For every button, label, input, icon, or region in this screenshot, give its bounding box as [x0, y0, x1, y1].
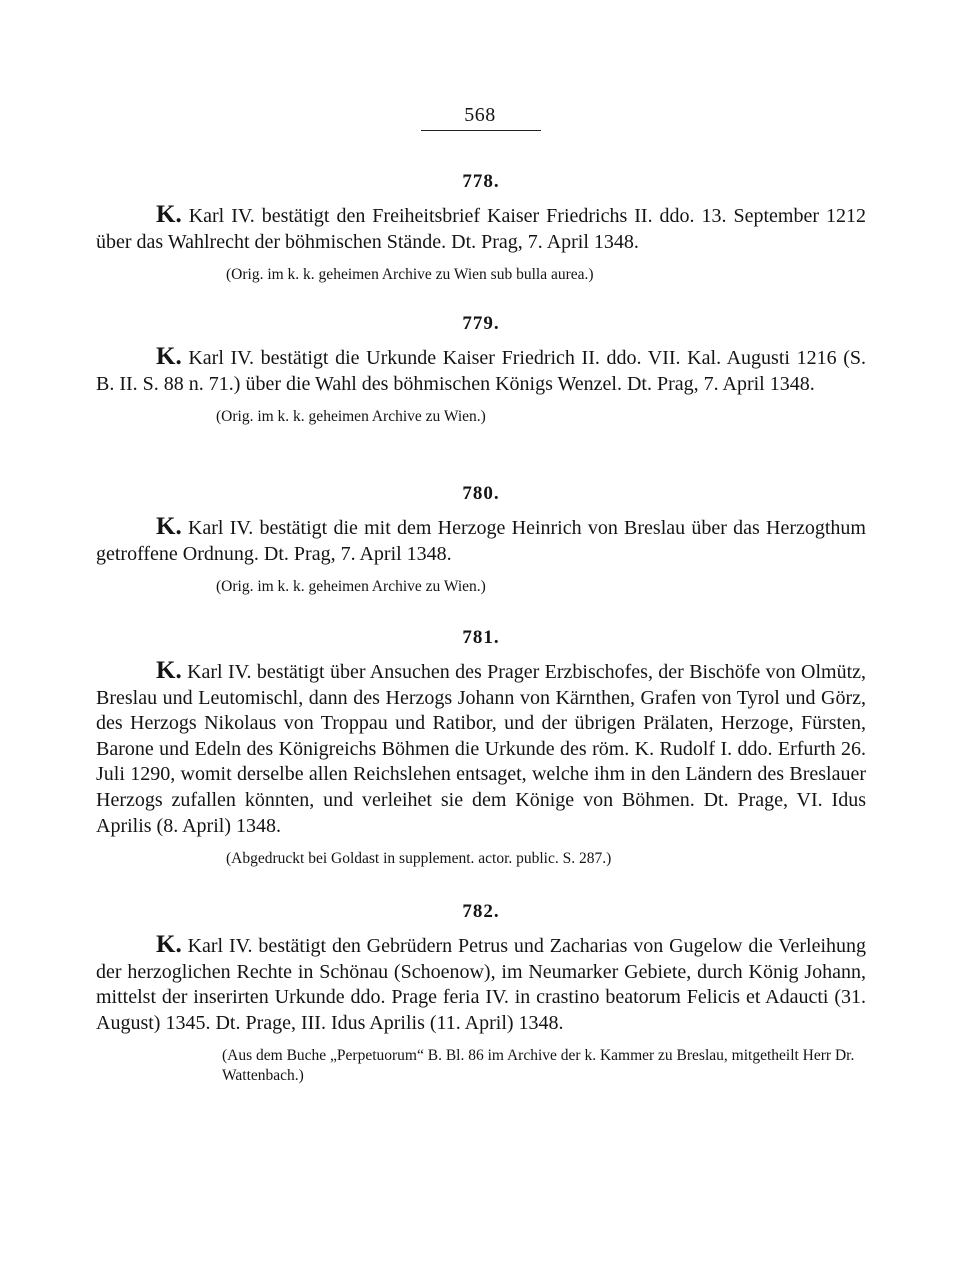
entry-initial: K. [156, 513, 182, 540]
entry-text [96, 931, 867, 1036]
page-number: 568 [464, 104, 496, 126]
entry-text [96, 343, 866, 397]
entry-number: 778. [462, 171, 500, 192]
entry-number: 782. [462, 901, 500, 922]
entry-780 [96, 480, 866, 597]
entry-body-text: Karl IV. bestätigt über Ansuchen des Prager Erzbischofes, der Bischöfe von Olmütz, Breslau und Leutomischl, dann des Herzogs Johann von Kärnthen, Grafen von Tyrol und Görz, des Herzogs Nikolaus von Troppau und Ratibor, und der übrigen Prälaten, Herzoge, Fürsten, Barone und Edeln des Königreichs Böhmen die Urkunde des röm. K. Rudolf I. ddo. Erfurth 26. Juli 1290, womit derselbe allen Reichslehen entsaget, welche ihm in den Ländern des Breslauer Herzogs zufallen könnten, und verleihet sie dem Könige von Böhmen. Dt. Prage, VI. Idus Aprilis (8. April) 1348. [96, 661, 866, 837]
entry-body-text: Karl IV. bestätigt die mit dem Herzoge Heinrich von Breslau über das Herzogthum getroffene Ordnung. Dt. Prag, 7. April 1348. [96, 517, 866, 565]
page-number-rule [421, 130, 541, 131]
entry-note: (Abgedruckt bei Goldast in supplement. actor. public. S. 287.) [226, 850, 612, 868]
entry-note: (Orig. im k. k. geheimen Archive zu Wien.) [216, 578, 486, 596]
entry-782 [96, 898, 866, 1086]
entry-note: (Orig. im k. k. geheimen Archive zu Wien sub bulla aurea.) [226, 266, 594, 284]
entry-body-text: Karl IV. bestätigt die Urkunde Kaiser Friedrich II. ddo. VII. Kal. Augusti 1216 (S. B. II. S. 88 n. 71.) über die Wahl des böhmischen Königs Wenzel. Dt. Prag, 7. April 1348. [96, 347, 866, 395]
entry-note: (Aus dem Buche „Perpetuorum“ B. Bl. 86 im Archive der k. Kammer zu Breslau, mitgetheilt Herr Dr. Wattenbach.) [222, 1047, 855, 1085]
entry-text [96, 201, 867, 255]
entry-body-text: Karl IV. bestätigt den Freiheitsbrief Kaiser Friedrichs II. ddo. 13. September 1212 über das Wahlrecht der böhmischen Stände. Dt. Prag, 7. April 1348. [96, 205, 867, 253]
entry-number: 779. [462, 313, 500, 334]
entry-text [96, 513, 866, 567]
entry-text [96, 657, 866, 839]
entry-number: 781. [462, 627, 500, 648]
entry-781 [96, 624, 866, 869]
entry-initial: K. [156, 343, 182, 370]
entry-initial: K. [156, 657, 182, 684]
entry-body-text: Karl IV. bestätigt den Gebrüdern Petrus und Zacharias von Gugelow die Verleihung der herzoglichen Rechte in Schönau (Schoenow), im Neumarker Gebiete, durch König Johann, mittelst der inserirten Urkunde ddo. Prage feria IV. in crastino beatorum Felicis et Adaucti (31. August) 1345. Dt. Prage, III. Idus Aprilis (11. April) 1348. [96, 935, 867, 1034]
entry-note: (Orig. im k. k. geheimen Archive zu Wien.) [216, 408, 486, 426]
entry-779 [96, 310, 866, 427]
entry-778 [96, 168, 866, 285]
entry-number: 780. [462, 483, 500, 504]
entry-initial: K. [156, 931, 182, 958]
entry-initial: K. [156, 201, 182, 228]
